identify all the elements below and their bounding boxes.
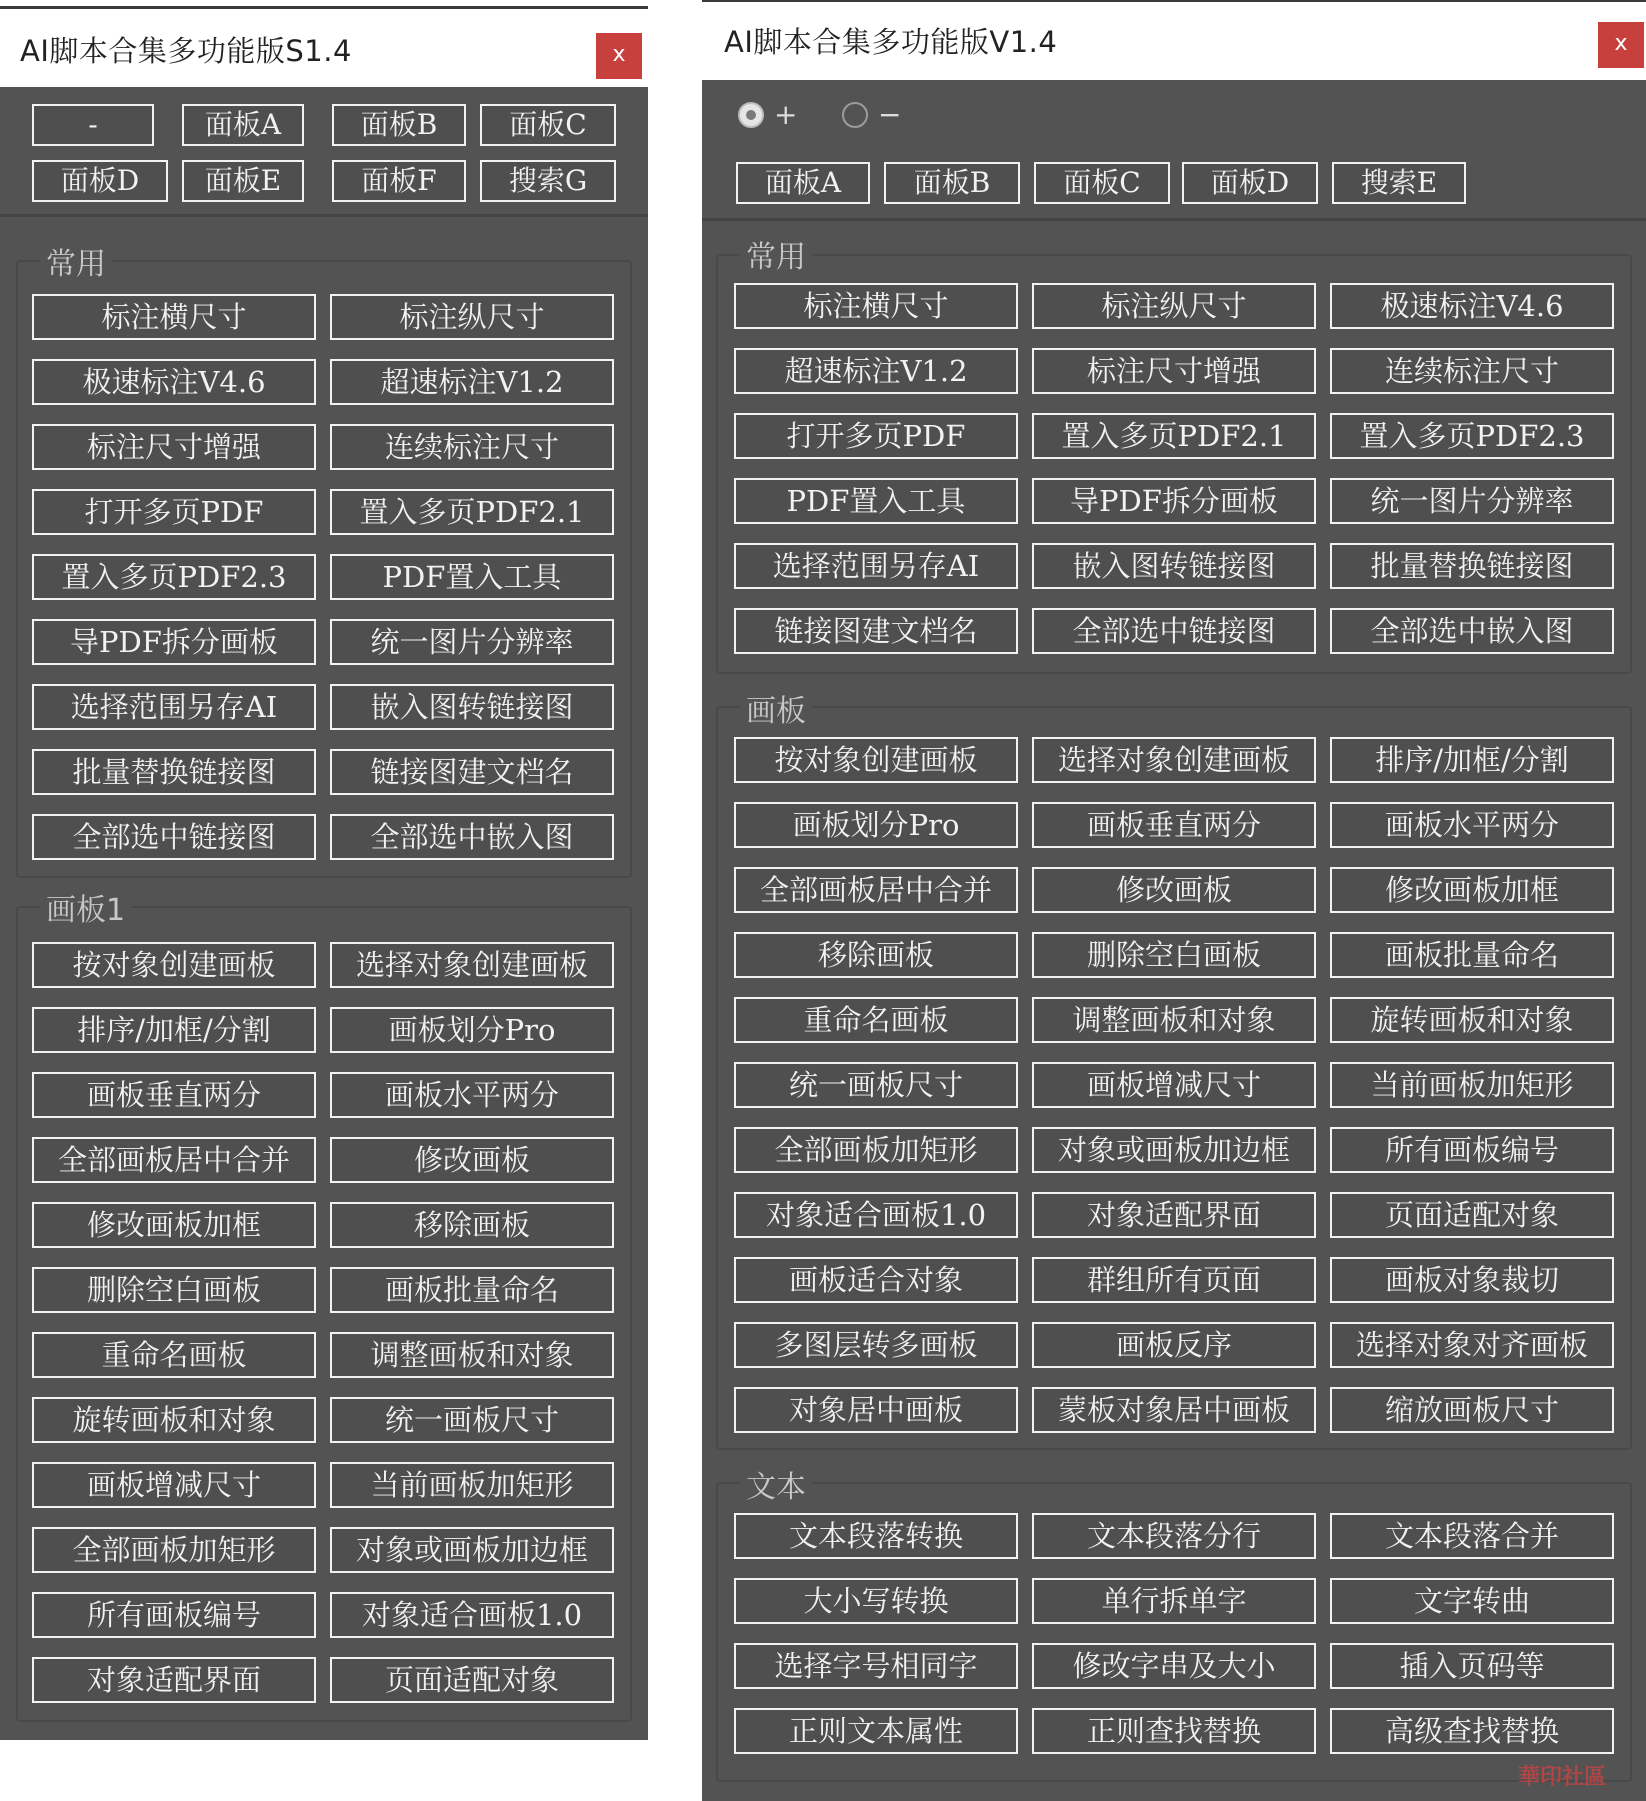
script-button[interactable]: 所有画板编号 — [32, 1592, 316, 1638]
script-button[interactable]: 排序/加框/分割 — [32, 1007, 316, 1053]
script-button[interactable]: 置入多页PDF2.3 — [32, 554, 316, 600]
script-button[interactable]: 连续标注尺寸 — [1330, 348, 1614, 394]
script-button[interactable]: 画板水平两分 — [1330, 802, 1614, 848]
title-bar — [702, 0, 1646, 80]
tab-panel-c[interactable]: 面板C — [1034, 162, 1170, 204]
script-button[interactable]: 对象适合画板1.0 — [734, 1192, 1018, 1238]
tab-panel-a[interactable]: 面板A — [736, 162, 870, 204]
script-button[interactable]: 画板水平两分 — [330, 1072, 614, 1118]
script-button[interactable]: 链接图建文档名 — [734, 608, 1018, 654]
script-button[interactable]: 标注纵尺寸 — [330, 294, 614, 340]
script-button[interactable]: 调整画板和对象 — [1032, 997, 1316, 1043]
divider — [0, 214, 648, 217]
script-button[interactable]: 全部选中嵌入图 — [330, 814, 614, 860]
close-button[interactable]: x — [1598, 22, 1644, 68]
script-button[interactable]: 画板适合对象 — [734, 1257, 1018, 1303]
title-bar — [0, 6, 648, 87]
script-button[interactable]: 选择范围另存AI — [734, 543, 1018, 589]
tab-search-g[interactable]: 搜索G — [480, 160, 616, 202]
script-button[interactable]: 全部画板加矩形 — [32, 1527, 316, 1573]
script-button[interactable]: 极速标注V4.6 — [1330, 283, 1614, 329]
script-button[interactable]: 修改画板 — [330, 1137, 614, 1183]
script-button[interactable]: 标注纵尺寸 — [1032, 283, 1316, 329]
tab-panel-e[interactable]: 面板E — [182, 160, 304, 202]
script-button[interactable]: 对象适配界面 — [1032, 1192, 1316, 1238]
script-button[interactable]: 排序/加框/分割 — [1330, 737, 1614, 783]
script-button[interactable]: 旋转画板和对象 — [32, 1397, 316, 1443]
script-button[interactable]: 移除画板 — [330, 1202, 614, 1248]
script-button[interactable]: 修改画板加框 — [1330, 867, 1614, 913]
script-button[interactable]: 调整画板和对象 — [330, 1332, 614, 1378]
script-button[interactable]: 删除空白画板 — [32, 1267, 316, 1313]
script-button[interactable]: 画板反序 — [1032, 1322, 1316, 1368]
window-title: AI脚本合集多功能版S1.4 — [20, 34, 352, 68]
script-button[interactable]: 正则文本属性 — [734, 1708, 1018, 1754]
script-button[interactable]: 插入页码等 — [1330, 1643, 1614, 1689]
script-button[interactable]: 对象居中画板 — [734, 1387, 1018, 1433]
group-artboard-label: 画板1 — [40, 885, 131, 929]
radio-minus[interactable] — [842, 98, 901, 131]
script-button[interactable]: 全部画板居中合并 — [734, 867, 1018, 913]
right-panel-window — [702, 0, 1646, 1801]
script-button[interactable]: 置入多页PDF2.1 — [330, 489, 614, 535]
script-button[interactable]: 对象适合画板1.0 — [330, 1592, 614, 1638]
script-button[interactable]: 修改字串及大小 — [1032, 1643, 1316, 1689]
script-button[interactable]: 选择对象创建画板 — [330, 942, 614, 988]
script-button[interactable]: 删除空白画板 — [1032, 932, 1316, 978]
script-button[interactable]: 打开多页PDF — [32, 489, 316, 535]
script-button[interactable]: 全部画板加矩形 — [734, 1127, 1018, 1173]
radio-plus[interactable] — [738, 98, 797, 131]
script-button[interactable]: 置入多页PDF2.1 — [1032, 413, 1316, 459]
script-button[interactable]: 页面适配对象 — [1330, 1192, 1614, 1238]
script-button[interactable]: 画板划分Pro — [330, 1007, 614, 1053]
script-button[interactable]: 修改画板加框 — [32, 1202, 316, 1248]
script-button[interactable]: 链接图建文档名 — [330, 749, 614, 795]
script-button[interactable]: 全部画板居中合并 — [32, 1137, 316, 1183]
script-button[interactable]: 对象适配界面 — [32, 1657, 316, 1703]
script-button[interactable]: 按对象创建画板 — [32, 942, 316, 988]
group-text-label: 文本 — [740, 1462, 812, 1506]
script-button[interactable]: 移除画板 — [734, 932, 1018, 978]
script-button[interactable]: 单行拆单字 — [1032, 1578, 1316, 1624]
script-button[interactable]: 按对象创建画板 — [734, 737, 1018, 783]
script-button[interactable]: 选择范围另存AI — [32, 684, 316, 730]
script-button[interactable]: 打开多页PDF — [734, 413, 1018, 459]
script-button[interactable]: PDF置入工具 — [734, 478, 1018, 524]
tab-panel-f[interactable]: 面板F — [332, 160, 466, 202]
tab-search-e[interactable]: 搜索E — [1332, 162, 1466, 204]
script-button[interactable]: 当前画板加矩形 — [1330, 1062, 1614, 1108]
script-button[interactable]: 选择字号相同字 — [734, 1643, 1018, 1689]
script-button[interactable]: 置入多页PDF2.3 — [1330, 413, 1614, 459]
script-button[interactable]: 正则查找替换 — [1032, 1708, 1316, 1754]
script-button[interactable]: 批量替换链接图 — [1330, 543, 1614, 589]
script-button[interactable]: 高级查找替换 — [1330, 1708, 1614, 1754]
script-button[interactable]: 极速标注V4.6 — [32, 359, 316, 405]
script-button[interactable]: 画板垂直两分 — [1032, 802, 1316, 848]
close-button[interactable]: x — [596, 33, 642, 79]
group-artboard-label: 画板 — [740, 686, 812, 730]
script-button[interactable]: 文本段落转换 — [734, 1513, 1018, 1559]
script-button[interactable]: 画板划分Pro — [734, 802, 1018, 848]
radio-unselected-icon — [842, 102, 868, 128]
script-button[interactable]: 画板对象裁切 — [1330, 1257, 1614, 1303]
script-button[interactable]: 画板增减尺寸 — [1032, 1062, 1316, 1108]
script-button[interactable]: 批量替换链接图 — [32, 749, 316, 795]
tab-panel-b[interactable]: 面板B — [332, 104, 466, 146]
tab-panel-a[interactable]: 面板A — [182, 104, 304, 146]
script-button[interactable]: 蒙板对象居中画板 — [1032, 1387, 1316, 1433]
tab-panel-d[interactable]: 面板D — [32, 160, 168, 202]
group-common-label: 常用 — [40, 239, 112, 283]
script-button[interactable]: 文字转曲 — [1330, 1578, 1614, 1624]
script-button[interactable]: 统一图片分辨率 — [330, 619, 614, 665]
script-button[interactable]: 当前画板加矩形 — [330, 1462, 614, 1508]
collapse-button[interactable]: - — [32, 104, 154, 146]
script-button[interactable]: 对象或画板加边框 — [330, 1527, 614, 1573]
script-button[interactable]: 全部选中链接图 — [1032, 608, 1316, 654]
watermark-logo: 華印社區 — [1518, 1765, 1607, 1790]
script-button[interactable]: 旋转画板和对象 — [1330, 997, 1614, 1043]
script-button[interactable]: 缩放画板尺寸 — [1330, 1387, 1614, 1433]
script-button[interactable]: 嵌入图转链接图 — [330, 684, 614, 730]
radio-plus-label: + — [774, 98, 798, 131]
script-button[interactable]: 选择对象创建画板 — [1032, 737, 1316, 783]
script-button[interactable]: 标注横尺寸 — [32, 294, 316, 340]
divider — [702, 218, 1646, 221]
script-button[interactable]: 重命名画板 — [32, 1332, 316, 1378]
script-button[interactable]: 画板增减尺寸 — [32, 1462, 316, 1508]
script-button[interactable]: 修改画板 — [1032, 867, 1316, 913]
window-title: AI脚本合集多功能版V1.4 — [724, 25, 1058, 59]
script-button[interactable]: 超速标注V1.2 — [734, 348, 1018, 394]
script-button[interactable]: 导PDF拆分画板 — [32, 619, 316, 665]
tab-panel-d[interactable]: 面板D — [1182, 162, 1318, 204]
script-button[interactable]: 画板批量命名 — [1330, 932, 1614, 978]
script-button[interactable]: 连续标注尺寸 — [330, 424, 614, 470]
group-common-label: 常用 — [740, 232, 812, 276]
script-button[interactable]: 标注尺寸增强 — [32, 424, 316, 470]
script-button[interactable]: 页面适配对象 — [330, 1657, 614, 1703]
script-button[interactable]: PDF置入工具 — [330, 554, 614, 600]
script-button[interactable]: 大小写转换 — [734, 1578, 1018, 1624]
script-button[interactable]: 选择对象对齐画板 — [1330, 1322, 1614, 1368]
script-button[interactable]: 重命名画板 — [734, 997, 1018, 1043]
script-button[interactable]: 画板批量命名 — [330, 1267, 614, 1313]
script-button[interactable]: 对象或画板加边框 — [1032, 1127, 1316, 1173]
radio-minus-label: − — [878, 98, 902, 131]
script-button[interactable]: 文本段落合并 — [1330, 1513, 1614, 1559]
script-button[interactable]: 文本段落分行 — [1032, 1513, 1316, 1559]
script-button[interactable]: 全部选中链接图 — [32, 814, 316, 860]
script-button[interactable]: 导PDF拆分画板 — [1032, 478, 1316, 524]
radio-selected-icon — [738, 102, 764, 128]
script-button[interactable]: 多图层转多画板 — [734, 1322, 1018, 1368]
script-button[interactable]: 标注尺寸增强 — [1032, 348, 1316, 394]
script-button[interactable]: 统一图片分辨率 — [1330, 478, 1614, 524]
tab-panel-b[interactable]: 面板B — [884, 162, 1020, 204]
script-button[interactable]: 群组所有页面 — [1032, 1257, 1316, 1303]
script-button[interactable]: 超速标注V1.2 — [330, 359, 614, 405]
script-button[interactable]: 嵌入图转链接图 — [1032, 543, 1316, 589]
script-button[interactable]: 所有画板编号 — [1330, 1127, 1614, 1173]
script-button[interactable]: 全部选中嵌入图 — [1330, 608, 1614, 654]
script-button[interactable]: 统一画板尺寸 — [330, 1397, 614, 1443]
script-button[interactable]: 统一画板尺寸 — [734, 1062, 1018, 1108]
script-button[interactable]: 画板垂直两分 — [32, 1072, 316, 1118]
tab-panel-c[interactable]: 面板C — [480, 104, 616, 146]
left-panel-window — [0, 6, 648, 1740]
script-button[interactable]: 标注横尺寸 — [734, 283, 1018, 329]
